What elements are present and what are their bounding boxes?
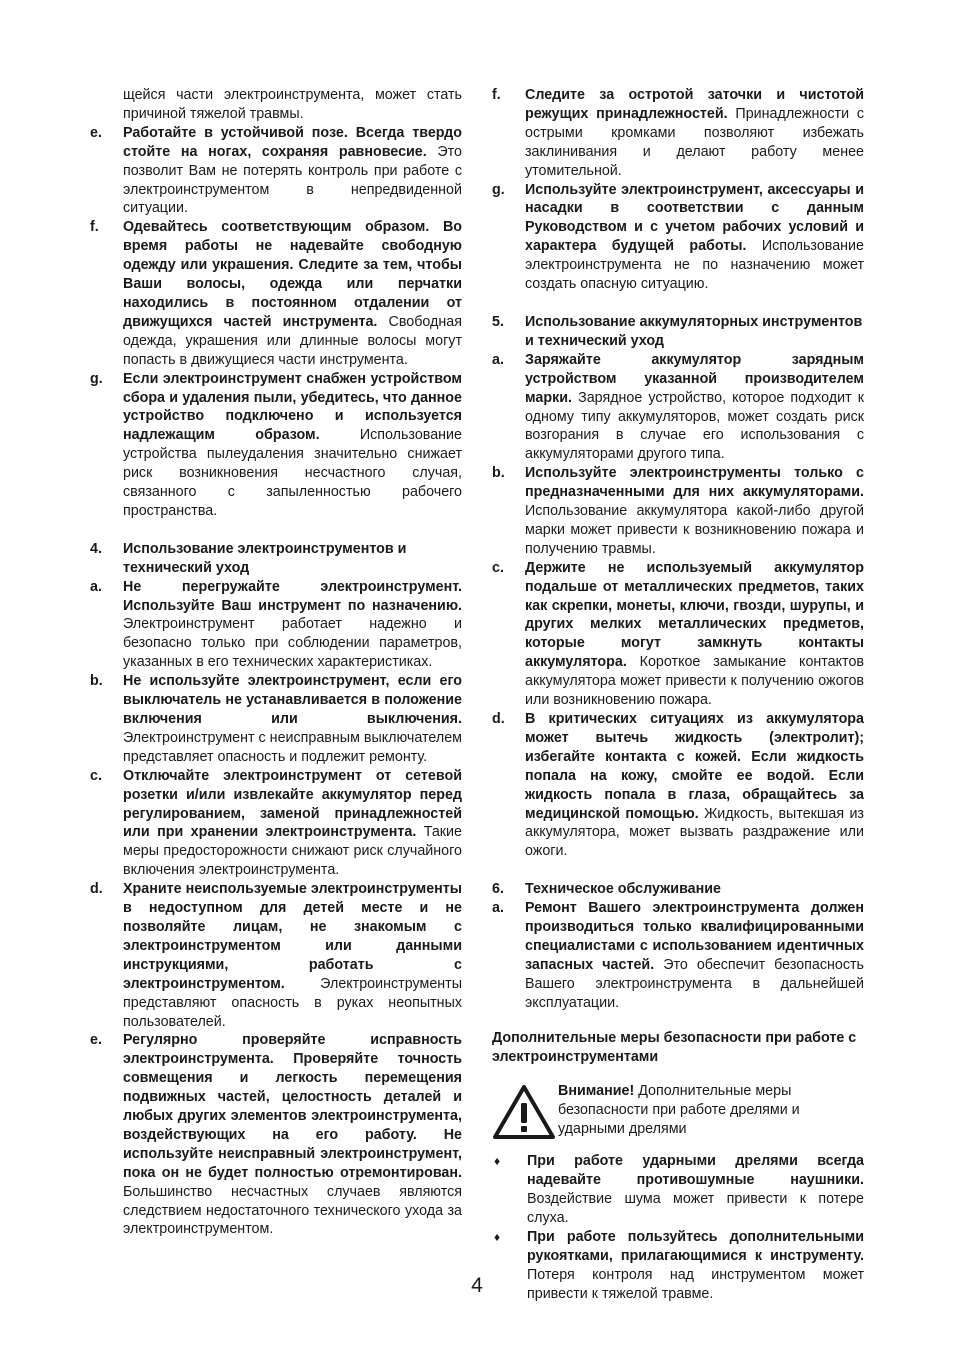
item-marker: a. — [492, 351, 504, 368]
item-body — [525, 86, 864, 181]
item-marker: b. — [492, 465, 505, 482]
item-c-metal-objects — [492, 559, 864, 710]
item-marker: f. — [90, 219, 99, 236]
item-text: Электроинструмент работает надежно и безопасно только при соблюдении параметров, указанных в его технических характеристиках. — [123, 616, 462, 671]
item-c-disconnect — [90, 767, 462, 880]
item-b-switch — [90, 672, 462, 767]
item-marker: c. — [90, 767, 102, 784]
item-bold-text: Не используйте электроинструмент, если его выключатель не устанавливается в положение включения или выключения. — [123, 673, 462, 727]
item-body — [123, 767, 462, 880]
item-g-dust-extraction — [90, 370, 462, 521]
item-text: Использование электроинструмента не по назначению может создать опасную ситуацию. — [525, 238, 864, 293]
item-marker: b. — [90, 673, 103, 690]
diamond-bullet-icon: ♦ — [494, 1154, 501, 1169]
item-text: Это позволит Вам не потерять контроль при работе с электроинструментом в непредвиденной ситуации. — [123, 143, 462, 217]
item-bold-text: Заряжайте аккумулятор зарядным устройством указанной производителем марки. — [525, 351, 864, 406]
item-marker: e. — [90, 1032, 102, 1049]
item-text: Короткое замыкание контактов аккумулятора может привести к получению ожогов или возникновению пожара. — [525, 654, 864, 709]
section-number: 4. — [90, 540, 102, 557]
item-body — [525, 710, 864, 861]
item-body — [525, 351, 864, 464]
warning-text — [556, 1082, 864, 1140]
item-e-stable-posture — [90, 124, 462, 219]
section-4-heading — [90, 540, 462, 578]
left-column — [90, 86, 462, 1239]
warning-body: Дополнительные меры безопасности при работе дрелями и ударными дрелями — [558, 1083, 800, 1138]
item-f-clothing — [90, 218, 462, 369]
item-marker: a. — [492, 900, 504, 917]
item-b-batteries — [492, 464, 864, 559]
section-5-heading — [492, 313, 864, 351]
item-text: Такие меры предосторожности снижают риск случайного включения электроинструмента. — [123, 824, 462, 879]
item-a-no-overload — [90, 578, 462, 673]
item-marker: d. — [492, 711, 505, 727]
continued-paragraph — [90, 86, 462, 124]
item-body — [123, 124, 462, 219]
item-text: Электроинструменты представляют опасность в руках неопытных пользователей. — [123, 975, 462, 1030]
item-g-accessories — [492, 181, 864, 294]
item-body — [123, 578, 462, 673]
continued-text: щейся части электроинструмента, может стать причиной тяжелой травмы. — [123, 87, 462, 122]
item-text: Воздействие шума может привести к потере слуха. — [527, 1191, 864, 1227]
section-number: 5. — [492, 313, 504, 330]
item-bold-text: Отключайте электроинструмент от сетевой розетки и/или извлекайте аккумулятор перед регулированием, заменой принадлежностей или при хранении электроинструмента. — [123, 767, 462, 841]
item-e-maintenance-check — [90, 1031, 462, 1239]
item-body — [123, 672, 462, 767]
item-body — [123, 218, 462, 369]
bullet-item-ear-protection — [492, 1152, 864, 1228]
section-6-heading — [492, 880, 864, 899]
item-text: Большинство несчастных случаев являются следствием недостаточного технического ухода за электроинструментом. — [123, 1183, 462, 1238]
item-marker: a. — [90, 578, 102, 595]
item-bold-text: Держите не используемый аккумулятор подальше от металлических предметов, таких как скрепки, монеты, ключи, гвозди, шурупы, и других мелких металлических предметов, которые могут замкнуть контакты аккумулятора. — [525, 559, 864, 671]
item-bold-text: Не перегружайте электроинструмент. Используйте Ваш инструмент по назначению. — [123, 578, 462, 614]
item-text: Это обеспечит безопасность Вашего электроинструмента в дальнейшей эксплуатации. — [525, 956, 864, 1011]
item-bold-text: Работайте в устойчивой позе. Всегда твердо стойте на ногах, сохраняя равновесие. — [123, 124, 462, 160]
item-text: Свободная одежда, украшения или длинные волосы могут попасть в движущиеся части инструмента. — [123, 313, 462, 368]
additional-safety-heading: Дополнительные меры безопасности при работе с электроинструментами — [492, 1029, 857, 1065]
item-bold-text: Храните неиспользуемые электроинструменты в недоступном для детей месте и не позволяйте лицам, не знакомым с электроинструментом или данными инструкциями, работать с электроинструментом. — [123, 881, 462, 992]
section-title: Использование аккумуляторных инструментов и технический уход — [525, 313, 863, 349]
section-title: Использование электроинструментов и технический уход — [123, 540, 407, 576]
item-text: Электроинструмент с неисправным выключателем представляет опасность и подлежит ремонту. — [123, 729, 462, 765]
item-body — [123, 370, 462, 521]
item-text: Использование аккумулятора какой-либо другой марки может привести к возникновению пожара и получению травмы. — [525, 503, 864, 557]
item-marker: e. — [90, 124, 102, 141]
item-marker: g. — [90, 370, 103, 387]
warning-triangle-icon — [492, 1084, 556, 1140]
item-bold-text: В критических ситуациях из аккумулятора может вытечь жидкость (электролит); избегайте контакта с кожей. Если жидкость попала на кожу, смойте ее водой. Если жидкость попала в глаза, обращайтесь за медицинской помощью. — [525, 711, 864, 822]
item-bold-text: Используйте электроинструменты только с предназначенными для них аккумуляторами. — [525, 465, 864, 501]
item-marker: d. — [90, 881, 103, 898]
item-marker: f. — [492, 87, 501, 103]
warning-block — [492, 1082, 864, 1140]
item-bold-text: Если электроинструмент снабжен устройством сбора и удаления пыли, убедитесь, что данное устройство подключено и используется надлежащим образом. — [123, 370, 462, 444]
diamond-bullet-icon: ♦ — [494, 1230, 501, 1245]
item-bold-text: Ремонт Вашего электроинструмента должен производиться только квалифицированными специалистами с использованием идентичных запасных частей. — [525, 900, 864, 973]
item-a-charger — [492, 351, 864, 464]
item-body — [123, 880, 462, 1031]
item-text: Использование устройства пылеудаления значительно снижает риск возникновения несчастного случая, связанного с запыленностью рабочего пространства. — [123, 427, 462, 519]
warning-label: Внимание! — [558, 1083, 635, 1100]
item-body — [525, 899, 864, 1012]
item-d-electrolyte — [492, 710, 864, 861]
item-marker: g. — [492, 181, 505, 198]
item-marker: c. — [492, 559, 504, 576]
section-title: Техническое обслуживание — [525, 881, 721, 898]
item-bold-text: Регулярно проверяйте исправность электроинструмента. Проверяйте точность совмещения и легкость перемещения подвижных частей, целостность деталей и любых других элементов электроинструмента, воздействующих на его работу. Не используйте неисправный электроинструмент, пока он не будет полностью отремонтирован. — [123, 1032, 462, 1181]
item-bold-text: При работе ударными дрелями всегда надевайте противошумные наушники. — [527, 1153, 864, 1189]
item-text: Зарядное устройство, которое подходит к одному типу аккумуляторов, может создать риск возгорания в случае его использования с аккумуляторами другого типа. — [525, 389, 864, 463]
item-d-storage — [90, 880, 462, 1031]
item-f-sharpness — [492, 86, 864, 181]
item-body — [525, 181, 864, 294]
right-column — [492, 86, 864, 1304]
item-text: Потеря контроля над инструментом может привести к тяжелой травме. — [527, 1266, 864, 1302]
item-body — [527, 1152, 864, 1228]
item-bold-text: Следите за остротой заточки и чистотой режущих принадлежностей. — [525, 87, 864, 122]
page-number: 4 — [471, 1274, 483, 1297]
item-a-repair — [492, 899, 864, 1012]
section-number: 6. — [492, 881, 504, 898]
item-body — [123, 1031, 462, 1239]
item-text: Жидкость, вытекшая из аккумулятора, может вызвать раздражение или ожоги. — [525, 805, 864, 860]
item-bold-text: Одевайтесь соответствующим образом. Во время работы не надевайте свободную одежду или украшения. Следите за тем, чтобы Ваши волосы, одежда или перчатки находились в постоянном отдалении от движущихся частей инструмента. — [123, 219, 462, 330]
item-body — [525, 559, 864, 710]
item-text: Принадлежности с острыми кромками позволяют избежать заклинивания и делают работу менее утомительной. — [525, 105, 864, 179]
item-bold-text: Используйте электроинструмент, аксессуары и насадки в соответствии с данным Руководством и с учетом рабочих условий и характера будущей работы. — [525, 181, 864, 255]
item-bold-text: При работе пользуйтесь дополнительными рукоятками, прилагающимися к инструменту. — [527, 1229, 864, 1264]
item-body — [525, 464, 864, 559]
